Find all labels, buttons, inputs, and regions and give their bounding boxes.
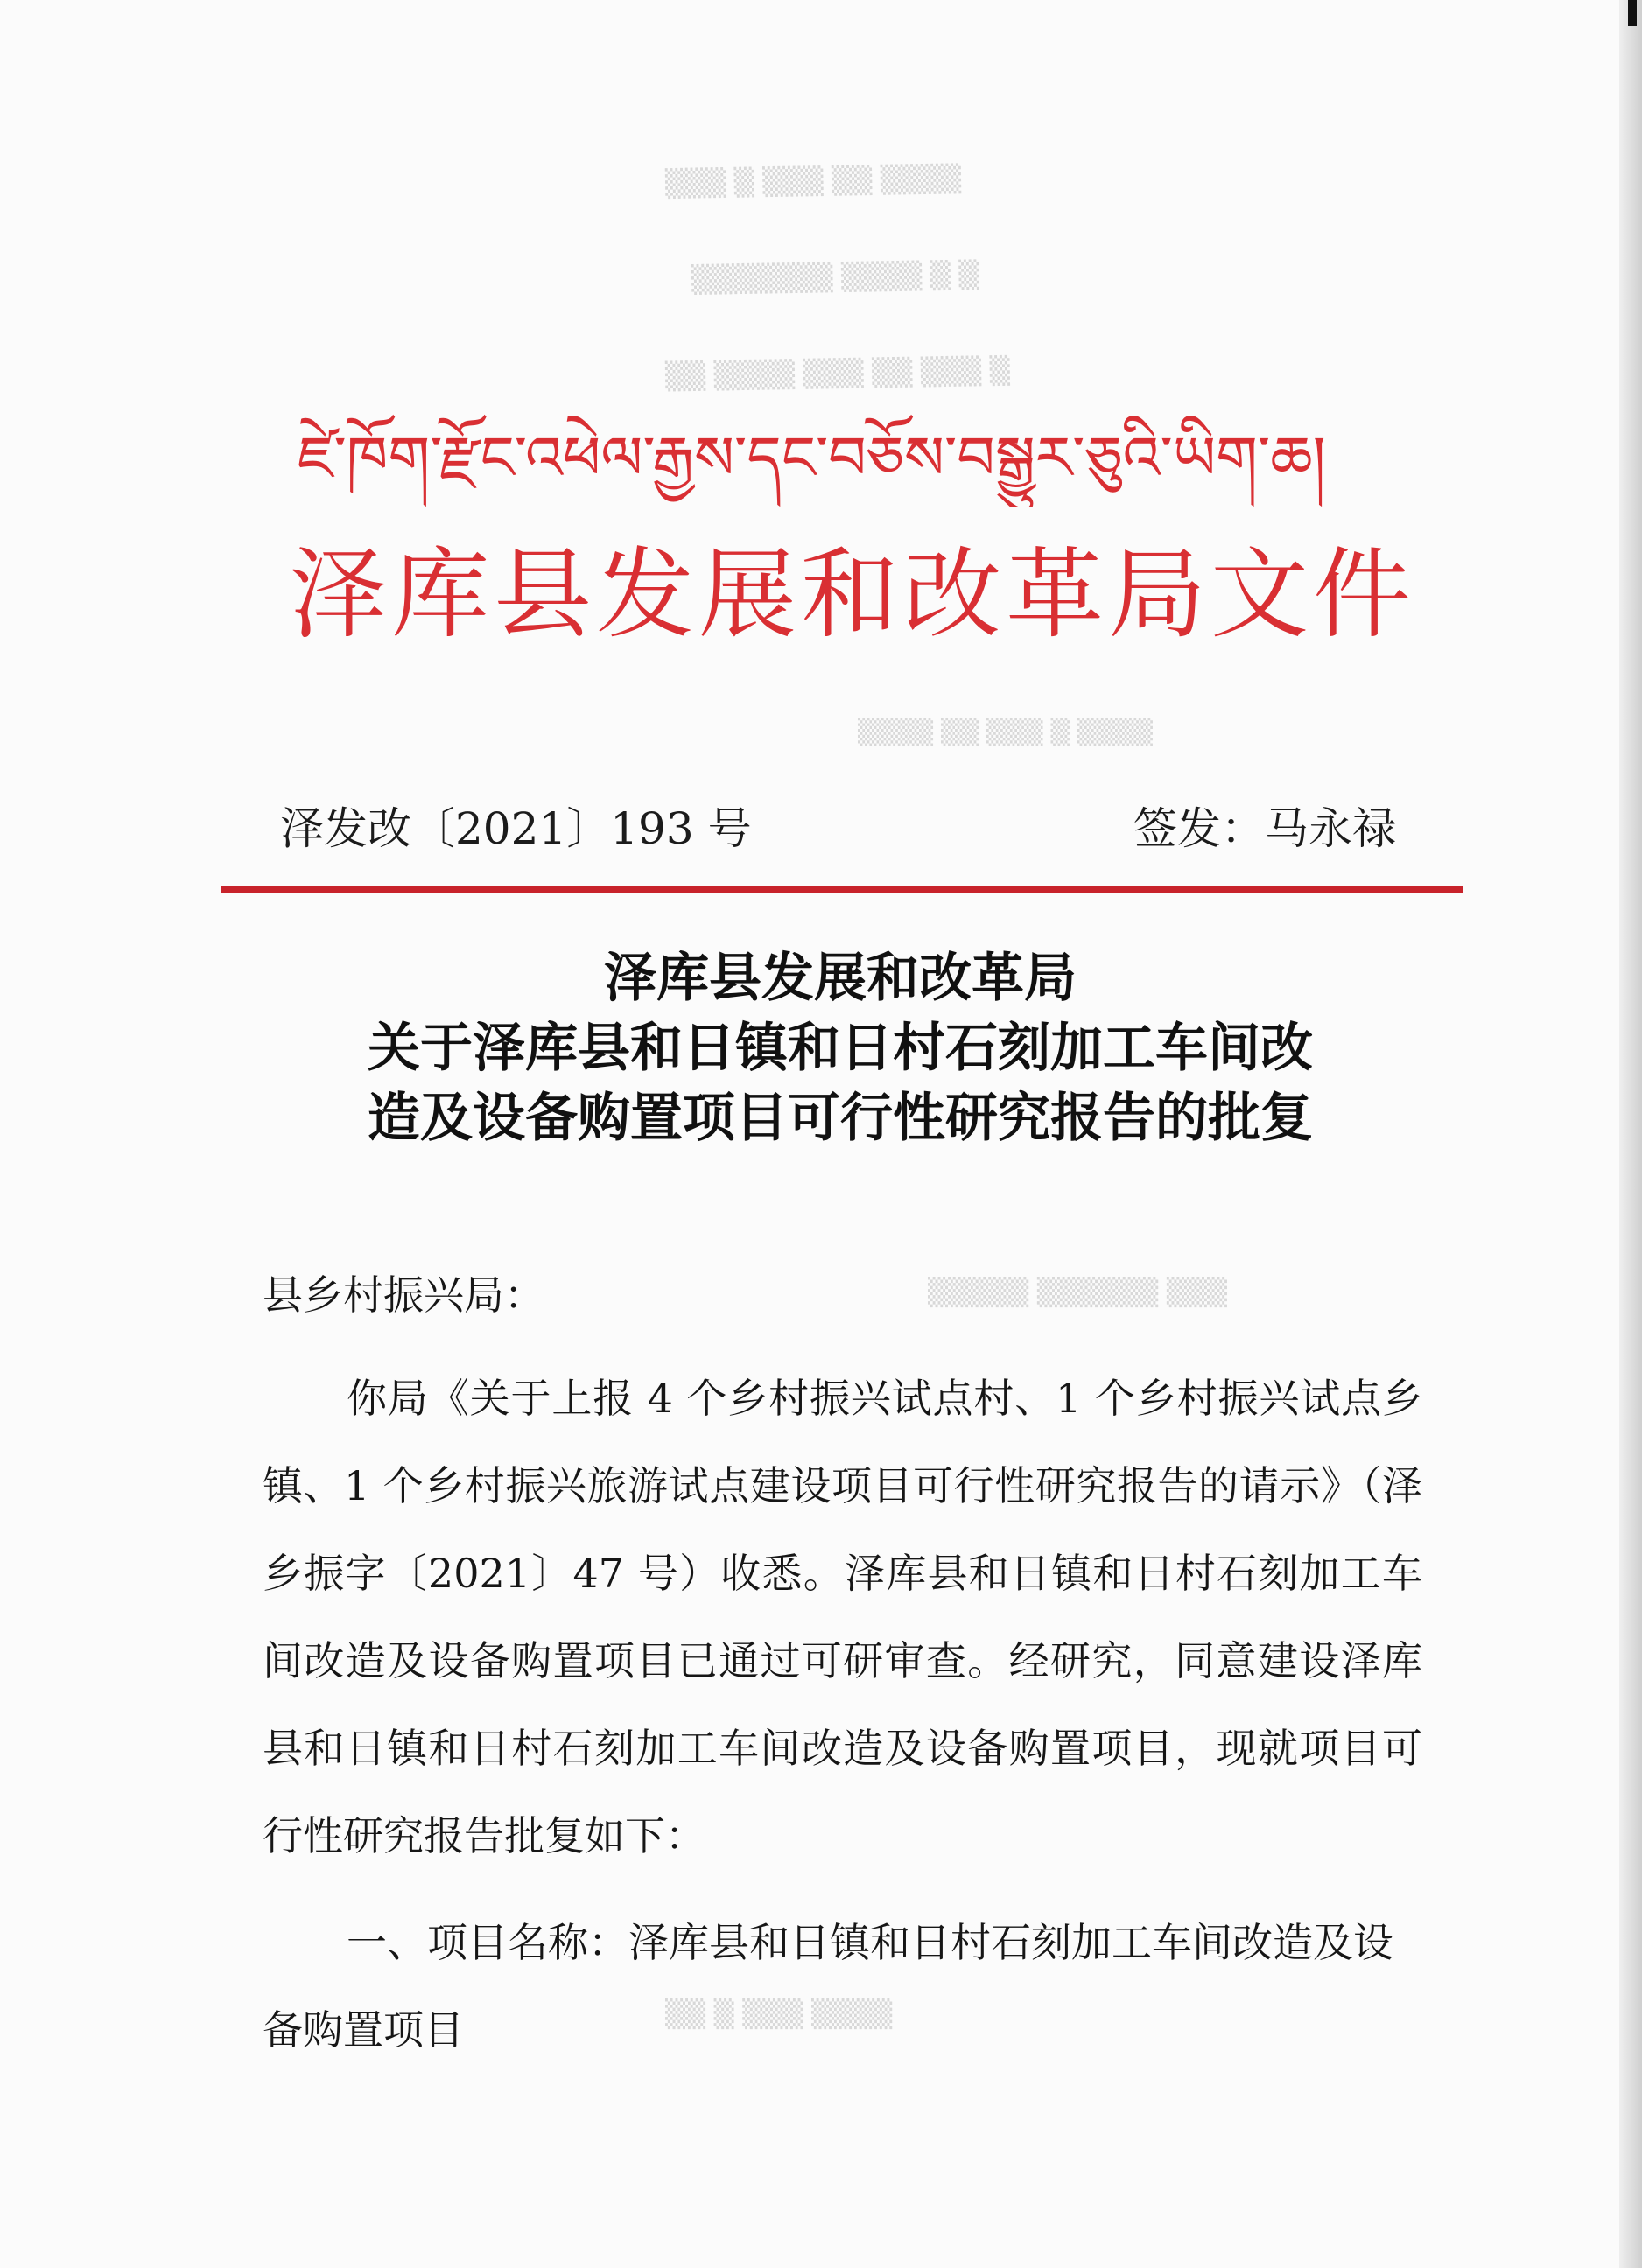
org-title: 泽库县发展和改革局文件 — [289, 538, 1415, 652]
paper-edge — [1619, 0, 1642, 2268]
document-number: 泽发改〔2021〕193 号 — [280, 803, 752, 854]
title-line: 泽库县发展和改革局 — [604, 948, 1077, 1009]
bleed-through-text: ▒▒▒▒▒ ▒▒▒▒▒▒ ▒▒▒ — [928, 1278, 1228, 1308]
corner-mark — [1628, 0, 1637, 26]
bleed-through-text: ▒▒▒▒ ▒▒ ▒▒▒ ▒ ▒▒▒▒ — [858, 718, 1154, 746]
bleed-through-text: ▒▒ ▒▒▒▒ ▒▒▒ ▒▒ ▒▒▒ ▒ — [664, 355, 1011, 393]
tibetan-org-title: ཛེ་ཁོག་རྫོང་འཕེལ་རྒྱས་དང་བཅོས་བསྒྱུར་ཅུའི་ཡིག་ཆ། — [298, 424, 1326, 494]
project-name-item: 一、项目名称：泽库县和日镇和日村石刻加工车间改造及设备购置项目 — [263, 1919, 1393, 2054]
signer: 签发：马永禄 — [1133, 803, 1396, 854]
bleed-through-text: ▒▒▒ ▒ ▒▒▒ ▒▒ ▒▒▒▒ — [664, 164, 962, 200]
red-divider — [221, 886, 1463, 893]
bleed-through-text: ▒▒ ▒ ▒▒▒ ▒▒▒▒ — [665, 1999, 893, 2030]
bleed-through-text: ▒▒▒▒▒▒▒ ▒▒▒▒ ▒ ▒ — [691, 260, 979, 296]
title-line: 关于泽库县和日镇和日村石刻加工车间改 — [368, 1018, 1313, 1079]
body-paragraph: 你局《关于上报 4 个乡村振兴试点村、1 个乡村振兴试点乡镇、1 个乡村振兴旅游试点建设项目可行性研究报告的请示》（泽乡振字〔2021〕47 号）收悉。泽库县和日镇和日村石刻加工车间改造及设备购置项目已通过可研审查。经研究，同意建设泽库县和日镇和日村石刻加工车间改造及设备购置项目，现就项目可行性研究报告批复如下： — [263, 1375, 1422, 1859]
document-title — [219, 943, 1462, 1153]
title-line: 造及设备购置项目可行性研究报告的批复 — [368, 1088, 1313, 1149]
recipient: 县乡村振兴局： — [263, 1271, 544, 1319]
